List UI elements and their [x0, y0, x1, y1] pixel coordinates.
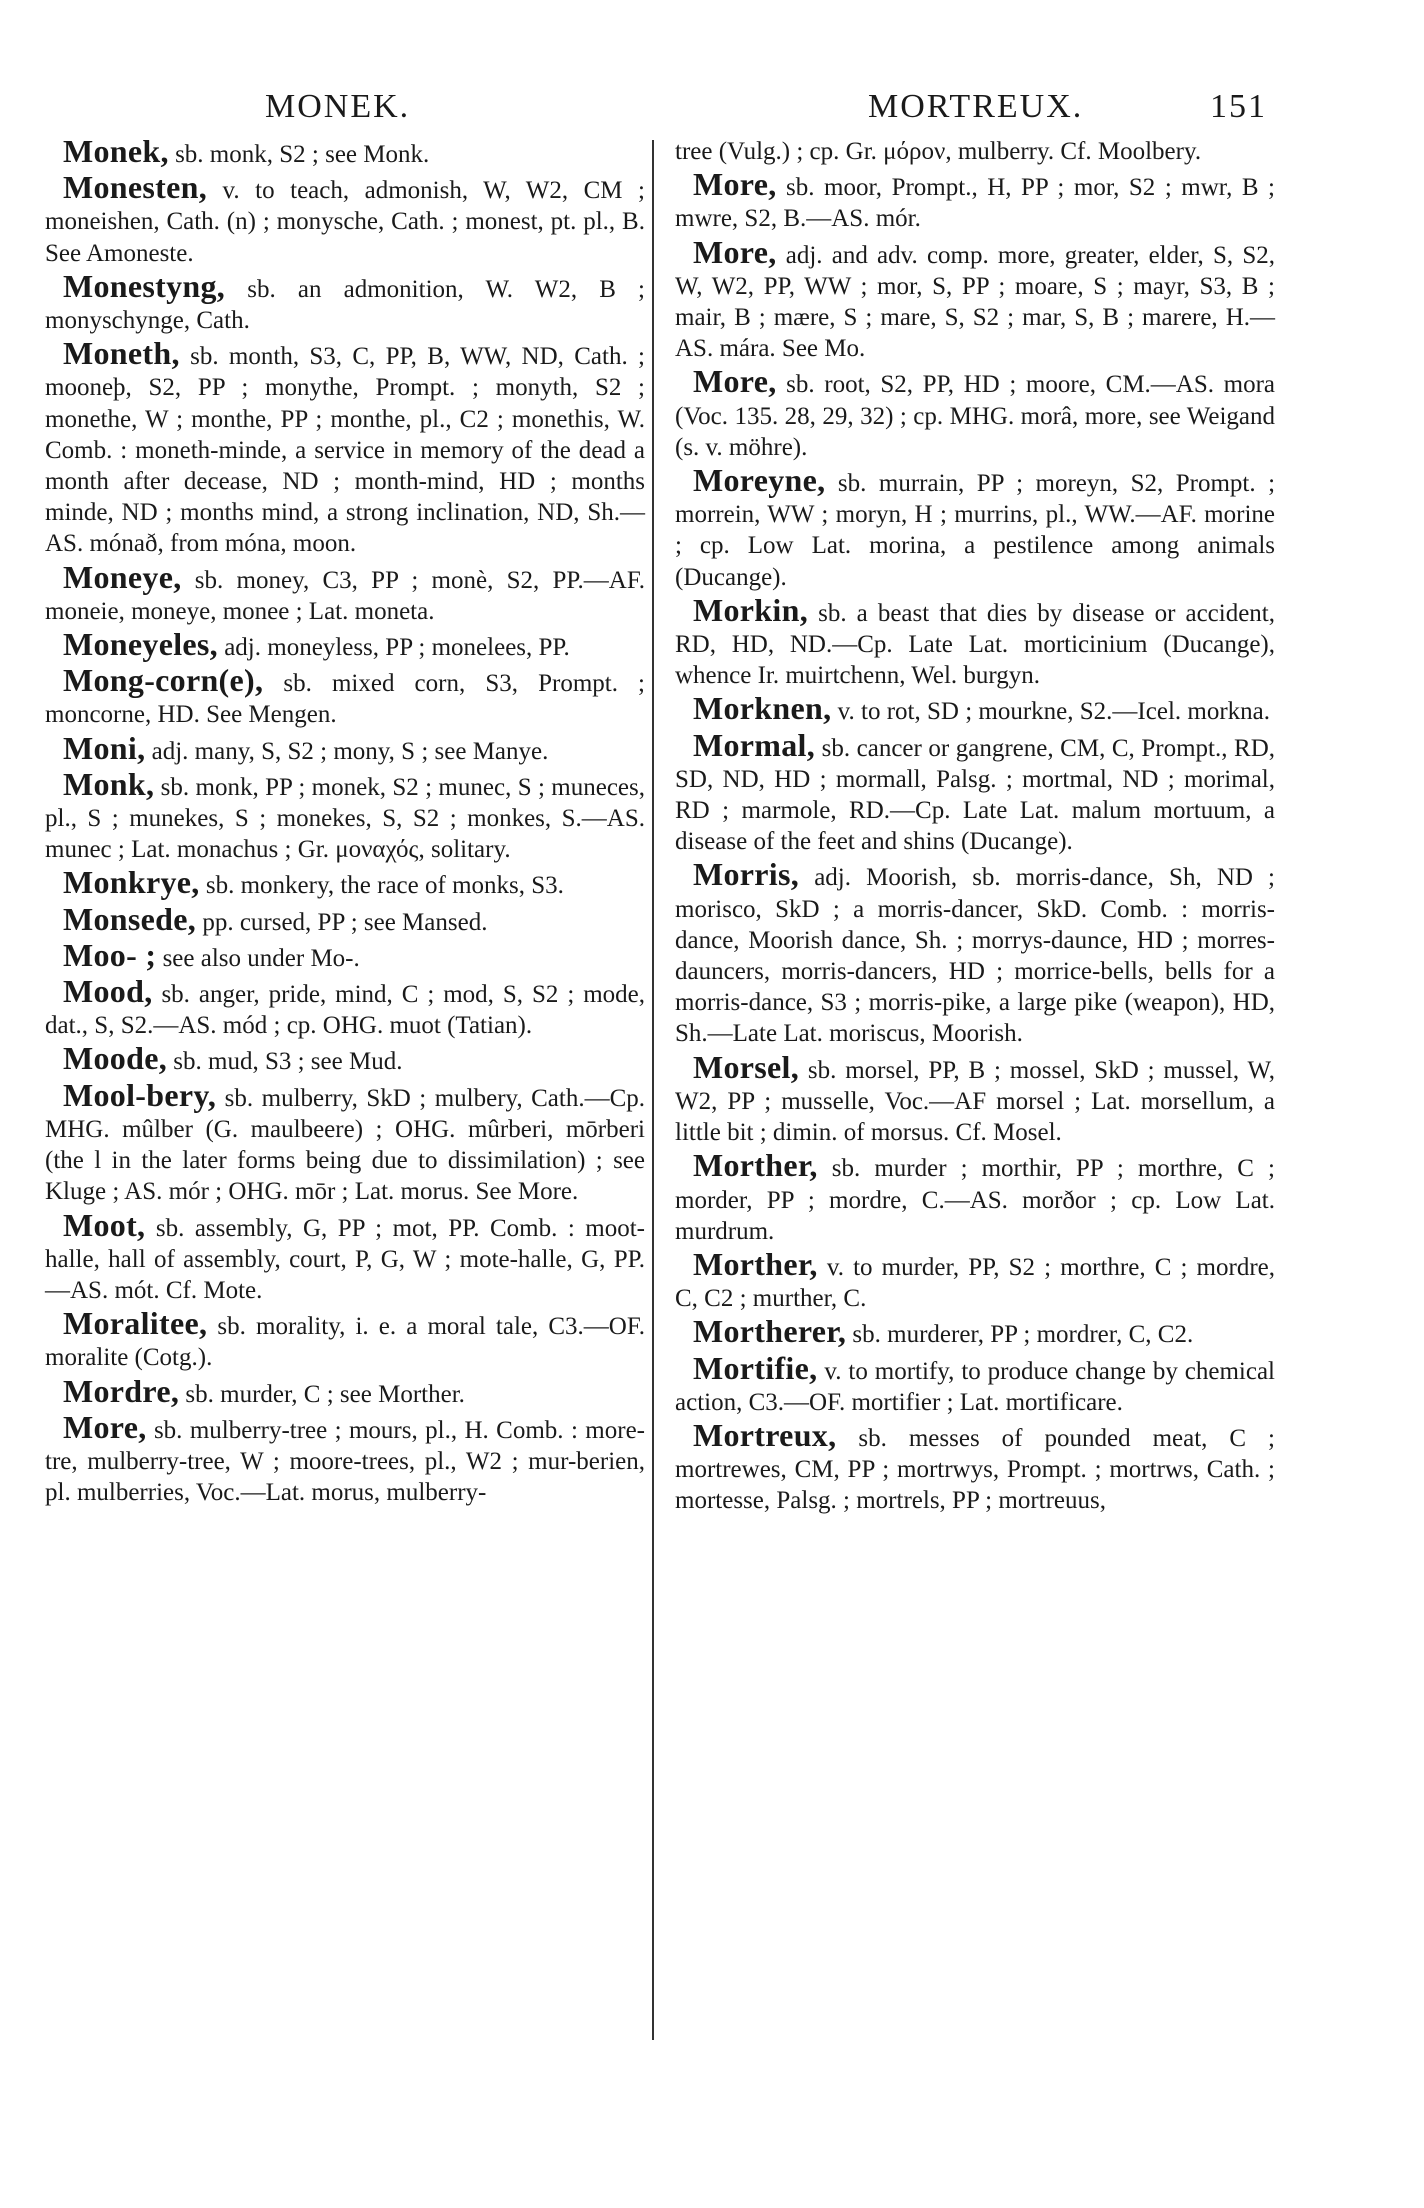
page-header	[40, 88, 1267, 134]
dictionary-entry	[45, 1305, 646, 1373]
entry-headword: Moneye,	[63, 558, 182, 595]
entry-headword: Monsede,	[63, 900, 197, 937]
entry-headword: Monk,	[63, 765, 155, 802]
entry-definition: sb. monk, S2 ; see Monk.	[175, 141, 430, 168]
entry-headword: Monestyng,	[63, 267, 226, 304]
dictionary-entry	[675, 1245, 1276, 1314]
entry-definition: adj. and adv. comp. more, greater, elder, S, S2, W, W2, PP, WW ; mor, S, PP ; moare, S ; mayr, S3, B ; mair, B ; mære, S ; mare, S, S2 ; mar, S, B ; marere, H.—AS. mára. See Mo.	[675, 241, 1275, 363]
entry-headword: Mortifie,	[693, 1349, 818, 1386]
dictionary-entry	[45, 973, 646, 1041]
dictionary-entry	[45, 133, 645, 170]
dictionary-entry	[45, 1076, 646, 1208]
dictionary-entry	[45, 864, 645, 901]
dictionary-entry	[45, 1040, 645, 1077]
entry-headword: Moode,	[63, 1040, 168, 1077]
header-left-word: MONEK.	[265, 88, 411, 125]
dictionary-entry	[45, 267, 645, 336]
entry-headword: Mong-corn(e),	[63, 662, 264, 699]
entry-definition: pp. cursed, PP ; see Mansed.	[202, 908, 488, 936]
entry-definition: adj. many, S, S2 ; mony, S ; see Manye.	[151, 737, 549, 765]
entry-definition: sb. murderer, PP ; mordrer, C, C2.	[852, 1321, 1194, 1349]
entry-headword: Morris,	[693, 856, 800, 893]
entry-definition: v. to mortify, to produce change by chemical action, C3.—OF. mortifier ; Lat. mortificare.	[675, 1357, 1275, 1416]
entry-definition: sb. anger, pride, mind, C ; mod, S, S2 ; mode, dat., S, S2.—AS. mód ; cp. OHG. muot (Tatian).	[45, 981, 646, 1040]
entry-headword: More,	[693, 363, 777, 400]
entry-definition: see also under Mo-.	[162, 944, 360, 972]
entry-definition: v. to murder, PP, S2 ; morthre, C ; mordre, C, C2 ; murther, C.	[675, 1253, 1276, 1313]
dictionary-entry	[675, 1048, 1276, 1149]
dictionary-entry	[675, 726, 1275, 858]
dictionary-entry	[675, 462, 1276, 593]
right-column	[675, 136, 1275, 1519]
entry-headword: Moreyne,	[693, 462, 826, 499]
entry-definition: v. to teach, admonish, W, W2, CM ; moneishen, Cath. (n) ; monysche, Cath. ; monest, pt. pl., B. See Amoneste.	[45, 177, 645, 267]
entry-headword: Morther,	[693, 1245, 818, 1282]
entry-definition: sb. messes of pounded meat, C ; mortrewes, CM, PP ; mortrwys, Prompt. ; mortrws, Cath. ; mortesse, Palsg. ; mortrels, PP ; mortreuus,	[675, 1424, 1276, 1515]
header-right-word: MORTREUX.	[868, 88, 1084, 125]
entry-headword: Moneth,	[63, 335, 180, 372]
entry-headword: More,	[63, 1408, 147, 1445]
entry-definition: sb. mud, S3 ; see Mud.	[173, 1048, 403, 1076]
page-number: 151	[1210, 88, 1267, 125]
entry-headword: More,	[693, 233, 777, 270]
entry-definition: adj. moneyless, PP ; monelees, PP.	[224, 634, 570, 662]
entry-definition: sb. mulberry-tree ; mours, pl., H. Comb. : more-tre, mulberry-tree, W ; moore-trees, pl., W2 ; mur-berien, pl. mulberries, Voc.—Lat. morus, mulberry-	[45, 1416, 645, 1507]
dictionary-entry	[45, 900, 645, 938]
dictionary-entry	[675, 1349, 1275, 1418]
entry-definition: sb. moor, Prompt., H, PP ; mor, S2 ; mwr, B ; mwre, S2, B.—AS. mór.	[675, 174, 1275, 233]
entry-definition: sb. cancer or gangrene, CM, C, Prompt., RD, SD, ND, HD ; mormall, Palsg. ; mortmal, ND ; morimal, RD ; marmole, RD.—Cp. Late Lat. malum mortuum, a disease of the feet and shins (Ducange).	[675, 734, 1275, 856]
entry-definition: sb. mulberry, SkD ; mulbery, Cath.—Cp. MHG. mûlber (G. maulbeere) ; OHG. mûrberi, mōrberi (the l in the later forms being due to dissimilation) ; see Kluge ; AS. mór ; OHG. mōr ; Lat. morus. See More.	[45, 1084, 646, 1206]
entry-headword: Morther,	[693, 1147, 818, 1184]
entry-definition: sb. mixed corn, S3, Prompt. ; moncorne, HD. See Mengen.	[45, 670, 646, 729]
entry-definition: sb. murder, C ; see Morther.	[185, 1380, 465, 1408]
entry-definition: sb. morality, i. e. a moral tale, C3.—OF. moralite (Cotg.).	[45, 1313, 646, 1372]
column-divider	[652, 140, 654, 2040]
dictionary-entry	[675, 1416, 1276, 1517]
dictionary-entry	[675, 166, 1275, 234]
entry-definition: adj. Moorish, sb. morris-dance, Sh, ND ; morisco, SkD ; a morris-dancer, SkD. Comb. : morris-dance, Moorish dance, Sh. ; morrys-daunce, HD ; morres-dauncers, morris-dancers, HD ; morrice-bells, bells for a morris-dance, S3 ; morris-pike, a large pike (weapon), HD, Sh.—Late Lat. moriscus, Moorish.	[675, 864, 1276, 1048]
entry-definition: sb. murder ; morthir, PP ; morthre, C ; morder, PP ; mordre, C.—AS. morðor ; cp. Low Lat. murdrum.	[675, 1155, 1275, 1245]
entry-definition: sb. month, S3, C, PP, B, WW, ND, Cath. ; mooneþ, S2, PP ; monythe, Prompt. ; monyth, S2 ; monethe, W ; monthe, PP ; monthe, pl., C2 ; monethis, W. Comb. : moneth-minde, a service in memory of the dead a month after decease, ND ; month-mind, HD ; months minde, ND ; months mind, a strong inclination, ND, Sh.—AS. mónað, from móna, moon.	[45, 343, 645, 558]
entry-headword: More,	[693, 166, 777, 203]
entry-definition: sb. root, S2, PP, HD ; moore, CM.—AS. mora (Voc. 135. 28, 29, 32) ; cp. MHG. morâ, more, see Weigand (s. v. möhre).	[675, 371, 1275, 461]
entry-definition: sb. money, C3, PP ; monè, S2, PP.—AF. moneie, moneye, monee ; Lat. moneta.	[45, 566, 646, 625]
entry-definition: sb. a beast that dies by disease or accident, RD, HD, ND.—Cp. Late Lat. morticinium (Ducange), whence Ir. muirtchenn, Wel. burgyn.	[675, 599, 1276, 690]
dictionary-entry	[45, 558, 646, 627]
entry-headword: Mordre,	[63, 1372, 180, 1409]
dictionary-entry	[45, 1408, 645, 1509]
dictionary-entry	[45, 765, 646, 866]
entry-headword: Mortreux,	[693, 1416, 837, 1453]
dictionary-entry	[45, 335, 645, 559]
entry-headword: Morsel,	[693, 1048, 800, 1085]
dictionary-entry	[45, 626, 645, 663]
entry-headword: Moneyeles,	[63, 626, 218, 663]
dictionary-entry	[45, 936, 645, 974]
dictionary-entry	[675, 136, 1275, 167]
entry-headword: Moralitee,	[63, 1305, 208, 1342]
entry-definition: sb. murrain, PP ; moreyn, S2, Prompt. ; morrein, WW ; moryn, H ; murrins, pl., WW.—AF. morine ; cp. Low Lat. morina, a pestilence among animals (Ducange).	[675, 470, 1276, 591]
dictionary-entry	[45, 662, 646, 730]
dictionary-entry	[675, 1313, 1275, 1350]
dictionary-entry	[45, 729, 645, 767]
entry-headword: Monkrye,	[63, 864, 200, 901]
dictionary-entry	[675, 591, 1276, 692]
entry-definition: tree (Vulg.) ; cp. Gr. μόρον, mulberry. Cf. Moolbery.	[675, 138, 1202, 165]
entry-headword: Mormal,	[693, 726, 816, 763]
entry-definition: sb. monk, PP ; monek, S2 ; munec, S ; muneces, pl., S ; munekes, S ; monekes, S, S2 ; monkes, S.—AS. munec ; Lat. monachus ; Gr. μοναχός, solitary.	[45, 773, 646, 864]
dictionary-entry	[675, 856, 1276, 1049]
entry-headword: Mood,	[63, 973, 153, 1010]
entry-definition: sb. assembly, G, PP ; mot, PP. Comb. : moot-halle, hall of assembly, court, P, G, W ; mote-halle, G, PP.—AS. mót. Cf. Mote.	[45, 1214, 645, 1304]
entry-definition: sb. monkery, the race of monks, S3.	[205, 872, 564, 900]
dictionary-entry	[45, 1372, 645, 1410]
entry-headword: Morknen,	[693, 690, 832, 727]
dictionary-entry	[675, 233, 1275, 365]
left-column	[45, 133, 646, 1510]
entry-headword: Monek,	[63, 133, 169, 169]
entry-headword: Morkin,	[693, 591, 808, 628]
dictionary-entry	[675, 363, 1275, 463]
entry-headword: Mool-bery,	[63, 1076, 217, 1113]
dictionary-entry	[675, 1147, 1275, 1247]
entry-definition: sb. morsel, PP, B ; mossel, SkD ; mussel, W, W2, PP ; musselle, Voc.—AF morsel ; Lat. morsellum, a little bit ; dimin. of morsus. Cf. Mosel.	[675, 1056, 1276, 1147]
entry-headword: Mortherer,	[693, 1313, 847, 1350]
dictionary-entry	[45, 1206, 645, 1307]
entry-definition: v. to rot, SD ; mourkne, S2.—Icel. morkna.	[837, 698, 1271, 726]
entry-headword: Moni,	[63, 729, 146, 766]
dictionary-entry	[45, 169, 645, 269]
entry-headword: Moo- ;	[63, 936, 157, 973]
dictionary-entry	[675, 690, 1275, 727]
entry-headword: Monesten,	[63, 169, 208, 206]
entry-definition: sb. an admonition, W. W2, B ; monyschynge, Cath.	[45, 275, 645, 335]
entry-headword: Moot,	[63, 1206, 146, 1243]
